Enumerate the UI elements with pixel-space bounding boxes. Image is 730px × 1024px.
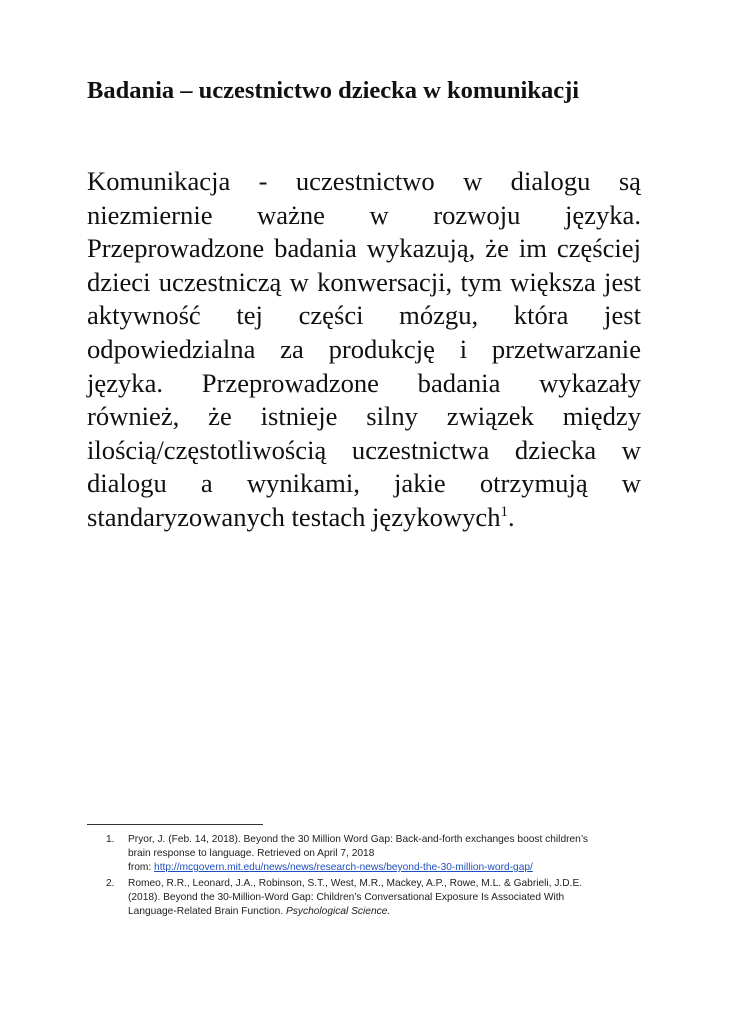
footnote-text-line <box>128 861 646 875</box>
page-heading: Badania – uczestnictwo dziecka w komunikacji <box>87 77 580 104</box>
footnotes-list <box>106 833 646 921</box>
footnote-text-line <box>128 905 646 919</box>
footnote-separator <box>87 824 263 825</box>
footnote-item-2 <box>106 877 646 919</box>
footnote-source-link[interactable]: http://mcgovern.mit.edu/news/news/research-news/beyond-the-30-million-word-gap/ <box>154 862 533 873</box>
footnote-item-1 <box>106 833 646 875</box>
footnote-text: (2018). Beyond the 30-Million-Word Gap: Children’s Conversational Exposure Is Associated With <box>128 892 565 903</box>
body-paragraph <box>87 165 641 535</box>
footnote-from-label: from: <box>128 862 155 873</box>
footnote-text: Language-Related Brain Function. <box>128 906 287 917</box>
footnote-number: 1. <box>106 834 115 845</box>
body-end-punctuation: . <box>508 501 515 532</box>
footnote-text: brain response to language. Retrieved on April 7, 2018 <box>128 848 375 859</box>
body-text: Komunikacja - uczestnictwo w dialogu są niezmiernie ważne w rozwoju języka. Przeprowadzone badania wykazują, że im częściej dzieci uczestniczą w konwersacji, tym większa jest aktywność tej części mózgu, która jest odpowiedzialna za produkcję i przetwarzanie języka. Przeprowadzone badania wykazały również, że istnieje silny związek między ilością/częstotliwością uczestnictwa dziecka w dialogu a wynikami, jakie otrzymują w standaryzowanych testach językowych <box>87 166 641 532</box>
footnote-text: Pryor, J. (Feb. 14, 2018). Beyond the 30 Million Word Gap: Back-and-forth exchanges boost children’s <box>128 834 589 845</box>
footnote-number: 2. <box>106 878 115 889</box>
journal-title: Psychological Science. <box>286 906 391 917</box>
footnote-ref-1[interactable]: 1 <box>500 503 509 520</box>
footnote-text: Romeo, R.R., Leonard, J.A., Robinson, S.T., West, M.R., Mackey, A.P., Rowe, M.L. & Gabrieli, J.D.E. <box>128 878 583 889</box>
